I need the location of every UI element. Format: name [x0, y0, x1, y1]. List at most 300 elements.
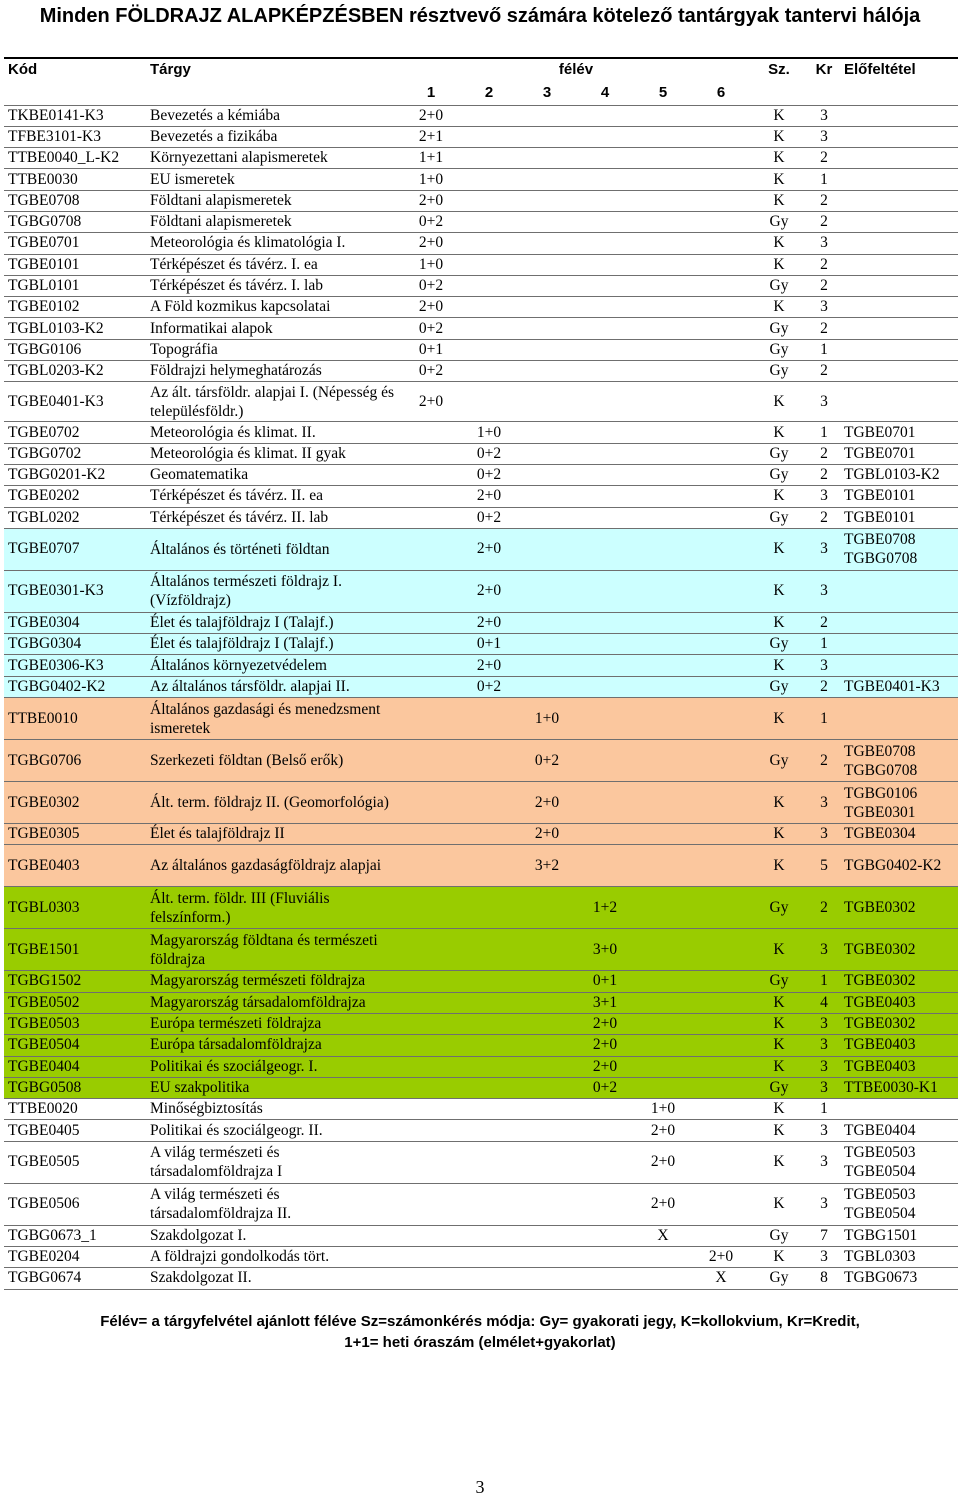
course-code: TGBL0303 — [4, 887, 146, 929]
semester-empty — [518, 211, 576, 232]
course-hours: 2+0 — [460, 655, 518, 676]
semester-empty — [576, 528, 634, 570]
course-hours: 2+0 — [402, 105, 460, 126]
course-code: TTBE0010 — [4, 698, 146, 740]
semester-empty — [518, 297, 576, 318]
semester-empty — [576, 1120, 634, 1141]
semester-empty — [692, 992, 750, 1013]
course-prereq — [840, 655, 958, 676]
semester-empty — [634, 339, 692, 360]
semester-empty — [576, 297, 634, 318]
semester-empty — [460, 992, 518, 1013]
course-subject: Szerkezeti földtan (Belső erők) — [146, 740, 402, 782]
semester-empty — [634, 971, 692, 992]
semester-empty — [518, 339, 576, 360]
course-hours: 1+0 — [402, 254, 460, 275]
semester-empty — [576, 318, 634, 339]
course-row — [4, 297, 958, 318]
semester-empty — [518, 1247, 576, 1268]
course-code: TKBE0141-K3 — [4, 105, 146, 126]
course-row — [4, 318, 958, 339]
semester-empty — [634, 507, 692, 528]
course-row — [4, 486, 958, 507]
course-exam: K — [750, 929, 808, 971]
course-row — [4, 676, 958, 697]
course-exam: Gy — [750, 318, 808, 339]
semester-empty — [692, 105, 750, 126]
course-prereq — [840, 297, 958, 318]
semester-empty — [460, 929, 518, 971]
course-code: TGBG1502 — [4, 971, 146, 992]
semester-empty — [576, 845, 634, 887]
semester-empty — [692, 824, 750, 845]
semester-empty — [518, 254, 576, 275]
course-code: TGBG0508 — [4, 1077, 146, 1098]
semester-empty — [518, 929, 576, 971]
header-row — [4, 59, 958, 81]
course-prereq: TGBG0402-K2 — [840, 845, 958, 887]
course-code: TGBE1501 — [4, 929, 146, 971]
semester-empty — [402, 929, 460, 971]
semester-empty — [576, 1247, 634, 1268]
semester-empty — [634, 528, 692, 570]
semester-empty — [518, 634, 576, 655]
course-prereq — [840, 233, 958, 254]
course-subject: Általános természeti földrajz I. (Vízföldrajz) — [146, 570, 402, 612]
course-code: TGBG0304 — [4, 634, 146, 655]
semester-empty — [692, 211, 750, 232]
semester-empty — [518, 1141, 576, 1183]
course-credit: 3 — [808, 1056, 840, 1077]
semester-empty — [518, 1099, 576, 1120]
course-row — [4, 361, 958, 382]
course-hours: 2+0 — [576, 1013, 634, 1034]
semester-empty — [402, 1183, 460, 1225]
course-code: TGBG0706 — [4, 740, 146, 782]
semester-empty — [402, 1056, 460, 1077]
course-row — [4, 233, 958, 254]
course-prereq: TGBE0304 — [840, 824, 958, 845]
course-code: TGBE0202 — [4, 486, 146, 507]
semester-empty — [402, 655, 460, 676]
course-prereq — [840, 254, 958, 275]
semester-empty — [576, 443, 634, 464]
course-prereq: TGBE0302 — [840, 971, 958, 992]
semester-empty — [576, 169, 634, 190]
course-row — [4, 824, 958, 845]
course-subject: Általános és történeti földtan — [146, 528, 402, 570]
course-subject: Térképészet és távérz. I. ea — [146, 254, 402, 275]
course-code: TGBE0306-K3 — [4, 655, 146, 676]
semester-empty — [576, 486, 634, 507]
course-exam: K — [750, 824, 808, 845]
course-code: TGBG0708 — [4, 211, 146, 232]
course-hours: 0+2 — [402, 211, 460, 232]
semester-empty — [460, 105, 518, 126]
semester-empty — [576, 1225, 634, 1246]
semester-empty — [634, 1077, 692, 1098]
course-credit: 1 — [808, 1099, 840, 1120]
course-prereq: TGBE0403 — [840, 1035, 958, 1056]
semester-empty — [402, 971, 460, 992]
semester-empty — [402, 887, 460, 929]
course-credit: 3 — [808, 528, 840, 570]
course-hours: 0+1 — [402, 339, 460, 360]
semester-empty — [576, 148, 634, 169]
semester-empty — [634, 782, 692, 824]
semester-empty — [634, 422, 692, 443]
semester-empty — [692, 570, 750, 612]
course-exam: Gy — [750, 275, 808, 296]
course-credit: 3 — [808, 486, 840, 507]
semester-empty — [402, 782, 460, 824]
course-hours: 2+0 — [460, 528, 518, 570]
course-code: TGBL0202 — [4, 507, 146, 528]
course-hours: 1+0 — [634, 1099, 692, 1120]
semester-empty — [576, 275, 634, 296]
course-exam: Gy — [750, 507, 808, 528]
course-exam: K — [750, 297, 808, 318]
course-hours: 2+0 — [576, 1056, 634, 1077]
course-exam: K — [750, 528, 808, 570]
course-credit: 3 — [808, 824, 840, 845]
semester-empty — [692, 1183, 750, 1225]
semester-empty — [692, 676, 750, 697]
semester-empty — [518, 318, 576, 339]
semester-empty — [402, 845, 460, 887]
semester-empty — [460, 318, 518, 339]
semester-empty — [576, 464, 634, 485]
semester-empty — [634, 698, 692, 740]
semester-empty — [634, 887, 692, 929]
course-subject: A világ természeti és társadalomföldrajza II. — [146, 1183, 402, 1225]
course-code: TGBE0302 — [4, 782, 146, 824]
course-subject: Térképészet és távérz. I. lab — [146, 275, 402, 296]
semester-empty — [402, 612, 460, 633]
semester-empty — [692, 382, 750, 422]
course-exam: K — [750, 169, 808, 190]
course-credit: 3 — [808, 782, 840, 824]
semester-empty — [518, 612, 576, 633]
course-prereq: TGBE0701 — [840, 443, 958, 464]
course-subject: Geomatematika — [146, 464, 402, 485]
semester-empty — [634, 361, 692, 382]
semester-empty — [692, 1225, 750, 1246]
course-exam: K — [750, 254, 808, 275]
semester-empty — [402, 824, 460, 845]
semester-empty — [460, 275, 518, 296]
course-exam: Gy — [750, 464, 808, 485]
course-exam: Gy — [750, 339, 808, 360]
course-subject: Európa természeti földrajza — [146, 1013, 402, 1034]
course-prereq: TGBE0101 — [840, 486, 958, 507]
semester-empty — [518, 1268, 576, 1289]
course-hours: 2+0 — [634, 1120, 692, 1141]
semester-empty — [402, 1077, 460, 1098]
course-code: TGBE0305 — [4, 824, 146, 845]
semester-empty — [692, 361, 750, 382]
semester-empty — [576, 570, 634, 612]
semester-empty — [692, 318, 750, 339]
course-row — [4, 190, 958, 211]
course-exam: Gy — [750, 1268, 808, 1289]
semester-empty — [402, 634, 460, 655]
semester-empty — [634, 1035, 692, 1056]
course-prereq: TGBE0401-K3 — [840, 676, 958, 697]
semester-empty — [692, 971, 750, 992]
course-subject: Ált. term. földr. III (Fluviális felszínform.) — [146, 887, 402, 929]
course-subject: Magyarország földtana és természeti földrajza — [146, 929, 402, 971]
course-subject: Magyarország természeti földrajza — [146, 971, 402, 992]
course-subject: Magyarország társadalomföldrajza — [146, 992, 402, 1013]
course-credit: 5 — [808, 845, 840, 887]
course-row — [4, 1183, 958, 1225]
semester-empty — [460, 1247, 518, 1268]
header-semester: félév — [558, 61, 594, 78]
semester-empty — [692, 740, 750, 782]
semester-empty — [460, 254, 518, 275]
course-hours: 2+0 — [460, 570, 518, 612]
semester-empty — [518, 486, 576, 507]
course-exam: K — [750, 1099, 808, 1120]
course-prereq: TGBE0404 — [840, 1120, 958, 1141]
semester-empty — [634, 929, 692, 971]
course-credit: 2 — [808, 676, 840, 697]
semester-empty — [518, 1225, 576, 1246]
semester-empty — [692, 1013, 750, 1034]
semester-empty — [576, 824, 634, 845]
semester-empty — [634, 297, 692, 318]
semester-empty — [576, 698, 634, 740]
course-credit: 2 — [808, 275, 840, 296]
semester-empty — [460, 1056, 518, 1077]
course-hours: 0+2 — [460, 443, 518, 464]
course-credit: 7 — [808, 1225, 840, 1246]
course-credit: 1 — [808, 971, 840, 992]
course-exam: Gy — [750, 887, 808, 929]
course-exam: K — [750, 570, 808, 612]
course-exam: Gy — [750, 740, 808, 782]
course-code: TGBE0702 — [4, 422, 146, 443]
semester-empty — [692, 887, 750, 929]
course-exam: K — [750, 1120, 808, 1141]
course-code: TGBE0405 — [4, 1120, 146, 1141]
semester-empty — [402, 464, 460, 485]
course-subject: Általános környezetvédelem — [146, 655, 402, 676]
semester-empty — [402, 422, 460, 443]
course-row — [4, 698, 958, 740]
course-prereq: TGBE0302 — [840, 929, 958, 971]
course-row — [4, 507, 958, 528]
course-subject: A földrajzi gondolkodás tört. — [146, 1247, 402, 1268]
course-row — [4, 570, 958, 612]
semester-empty — [460, 1099, 518, 1120]
course-credit: 2 — [808, 887, 840, 929]
course-row — [4, 740, 958, 782]
course-row — [4, 971, 958, 992]
semester-empty — [460, 971, 518, 992]
course-subject: Térképészet és távérz. II. lab — [146, 507, 402, 528]
semester-empty — [634, 275, 692, 296]
course-subject: Meteorológia és klimat. II. — [146, 422, 402, 443]
page-number: 3 — [475, 1477, 485, 1497]
course-subject: Politikai és szociálgeogr. II. — [146, 1120, 402, 1141]
course-hours: 2+0 — [402, 190, 460, 211]
semester-empty — [518, 190, 576, 211]
course-prereq: TGBL0303 — [840, 1247, 958, 1268]
course-prereq: TGBE0503 TGBE0504 — [840, 1141, 958, 1183]
semester-empty — [460, 297, 518, 318]
course-credit: 1 — [808, 698, 840, 740]
course-row — [4, 782, 958, 824]
semester-empty — [518, 676, 576, 697]
course-hours: 2+0 — [634, 1141, 692, 1183]
course-credit: 3 — [808, 655, 840, 676]
course-credit: 3 — [808, 1247, 840, 1268]
semester-empty — [402, 992, 460, 1013]
course-subject: Földtani alapismeretek — [146, 190, 402, 211]
course-credit: 1 — [808, 339, 840, 360]
course-code: TGBE0503 — [4, 1013, 146, 1034]
course-credit: 3 — [808, 105, 840, 126]
semester-empty — [518, 382, 576, 422]
semester-empty — [402, 1268, 460, 1289]
course-row — [4, 443, 958, 464]
course-subject: Az általános társföldr. alapjai II. — [146, 676, 402, 697]
course-exam: K — [750, 148, 808, 169]
course-code: TGBL0103-K2 — [4, 318, 146, 339]
course-row — [4, 1099, 958, 1120]
course-row — [4, 612, 958, 633]
semester-empty — [518, 169, 576, 190]
semester-number-row — [4, 81, 958, 105]
course-hours: 2+0 — [576, 1035, 634, 1056]
semester-empty — [518, 507, 576, 528]
course-credit: 3 — [808, 570, 840, 612]
course-exam: Gy — [750, 361, 808, 382]
course-exam: K — [750, 655, 808, 676]
semester-empty — [518, 1183, 576, 1225]
semester-empty — [460, 740, 518, 782]
course-credit: 2 — [808, 318, 840, 339]
course-subject: Szakdolgozat I. — [146, 1225, 402, 1246]
course-code: TGBE0404 — [4, 1056, 146, 1077]
course-exam: K — [750, 1141, 808, 1183]
course-hours: X — [692, 1268, 750, 1289]
semester-empty — [518, 528, 576, 570]
course-code: TGBE0403 — [4, 845, 146, 887]
course-code: TGBE0701 — [4, 233, 146, 254]
course-subject: Élet és talajföldrajz I (Talajf.) — [146, 612, 402, 633]
legend-line-1: Félév= a tárgyfelvétel ajánlott féléve Sz=számonkérés módja: Gy= gyakorati jegy, K=kollokvium, Kr=Kredit, — [100, 1313, 860, 1330]
course-prereq: TGBE0302 — [840, 887, 958, 929]
semester-empty — [576, 382, 634, 422]
course-subject: Meteorológia és klimatológia I. — [146, 233, 402, 254]
semester-empty — [692, 297, 750, 318]
course-exam: Gy — [750, 443, 808, 464]
semester-empty — [402, 1035, 460, 1056]
semester-empty — [634, 382, 692, 422]
semester-empty — [634, 126, 692, 147]
course-credit: 3 — [808, 929, 840, 971]
course-hours: X — [634, 1225, 692, 1246]
semester-empty — [634, 1056, 692, 1077]
course-prereq — [840, 126, 958, 147]
semester-empty — [460, 190, 518, 211]
course-credit: 3 — [808, 297, 840, 318]
course-subject: EU ismeretek — [146, 169, 402, 190]
course-prereq: TGBE0708 TGBG0708 — [840, 528, 958, 570]
course-hours: 0+2 — [460, 464, 518, 485]
course-hours: 2+0 — [634, 1183, 692, 1225]
course-exam: K — [750, 1247, 808, 1268]
course-subject: Élet és talajföldrajz II — [146, 824, 402, 845]
course-prereq: TTBE0030-K1 — [840, 1077, 958, 1098]
course-code: TGBE0101 — [4, 254, 146, 275]
course-exam: K — [750, 190, 808, 211]
course-credit: 3 — [808, 1183, 840, 1225]
course-hours: 1+0 — [402, 169, 460, 190]
semester-2: 2 — [484, 83, 494, 101]
semester-empty — [518, 1120, 576, 1141]
semester-empty — [460, 782, 518, 824]
course-exam: K — [750, 845, 808, 887]
course-hours: 2+0 — [518, 824, 576, 845]
course-row — [4, 1120, 958, 1141]
semester-empty — [576, 105, 634, 126]
semester-empty — [634, 233, 692, 254]
semester-empty — [692, 443, 750, 464]
course-subject: Bevezetés a fizikába — [146, 126, 402, 147]
semester-empty — [518, 105, 576, 126]
course-subject: Bevezetés a kémiába — [146, 105, 402, 126]
course-row — [4, 655, 958, 676]
course-subject: A világ természeti és társadalomföldrajza I — [146, 1141, 402, 1183]
semester-empty — [402, 1099, 460, 1120]
semester-empty — [402, 676, 460, 697]
semester-empty — [634, 676, 692, 697]
course-prereq — [840, 612, 958, 633]
course-subject: Általános gazdasági és menedzsment ismeretek — [146, 698, 402, 740]
course-prereq — [840, 570, 958, 612]
semester-empty — [634, 254, 692, 275]
semester-empty — [634, 443, 692, 464]
course-hours: 2+0 — [402, 297, 460, 318]
semester-empty — [460, 361, 518, 382]
course-row — [4, 275, 958, 296]
curriculum-table — [4, 59, 958, 1290]
course-code: TGBE0707 — [4, 528, 146, 570]
course-hours: 2+0 — [460, 612, 518, 633]
semester-empty — [460, 1035, 518, 1056]
semester-empty — [518, 148, 576, 169]
course-code: TGBE0504 — [4, 1035, 146, 1056]
course-prereq: TGBE0101 — [840, 507, 958, 528]
course-row — [4, 148, 958, 169]
course-subject: Környezettani alapismeretek — [146, 148, 402, 169]
course-row — [4, 382, 958, 422]
course-subject: Földtani alapismeretek — [146, 211, 402, 232]
course-exam: K — [750, 233, 808, 254]
course-exam: Gy — [750, 634, 808, 655]
course-code: TGBG0402-K2 — [4, 676, 146, 697]
semester-empty — [634, 612, 692, 633]
semester-empty — [692, 782, 750, 824]
course-row — [4, 422, 958, 443]
course-credit: 3 — [808, 126, 840, 147]
course-credit: 2 — [808, 361, 840, 382]
course-credit: 3 — [808, 382, 840, 422]
